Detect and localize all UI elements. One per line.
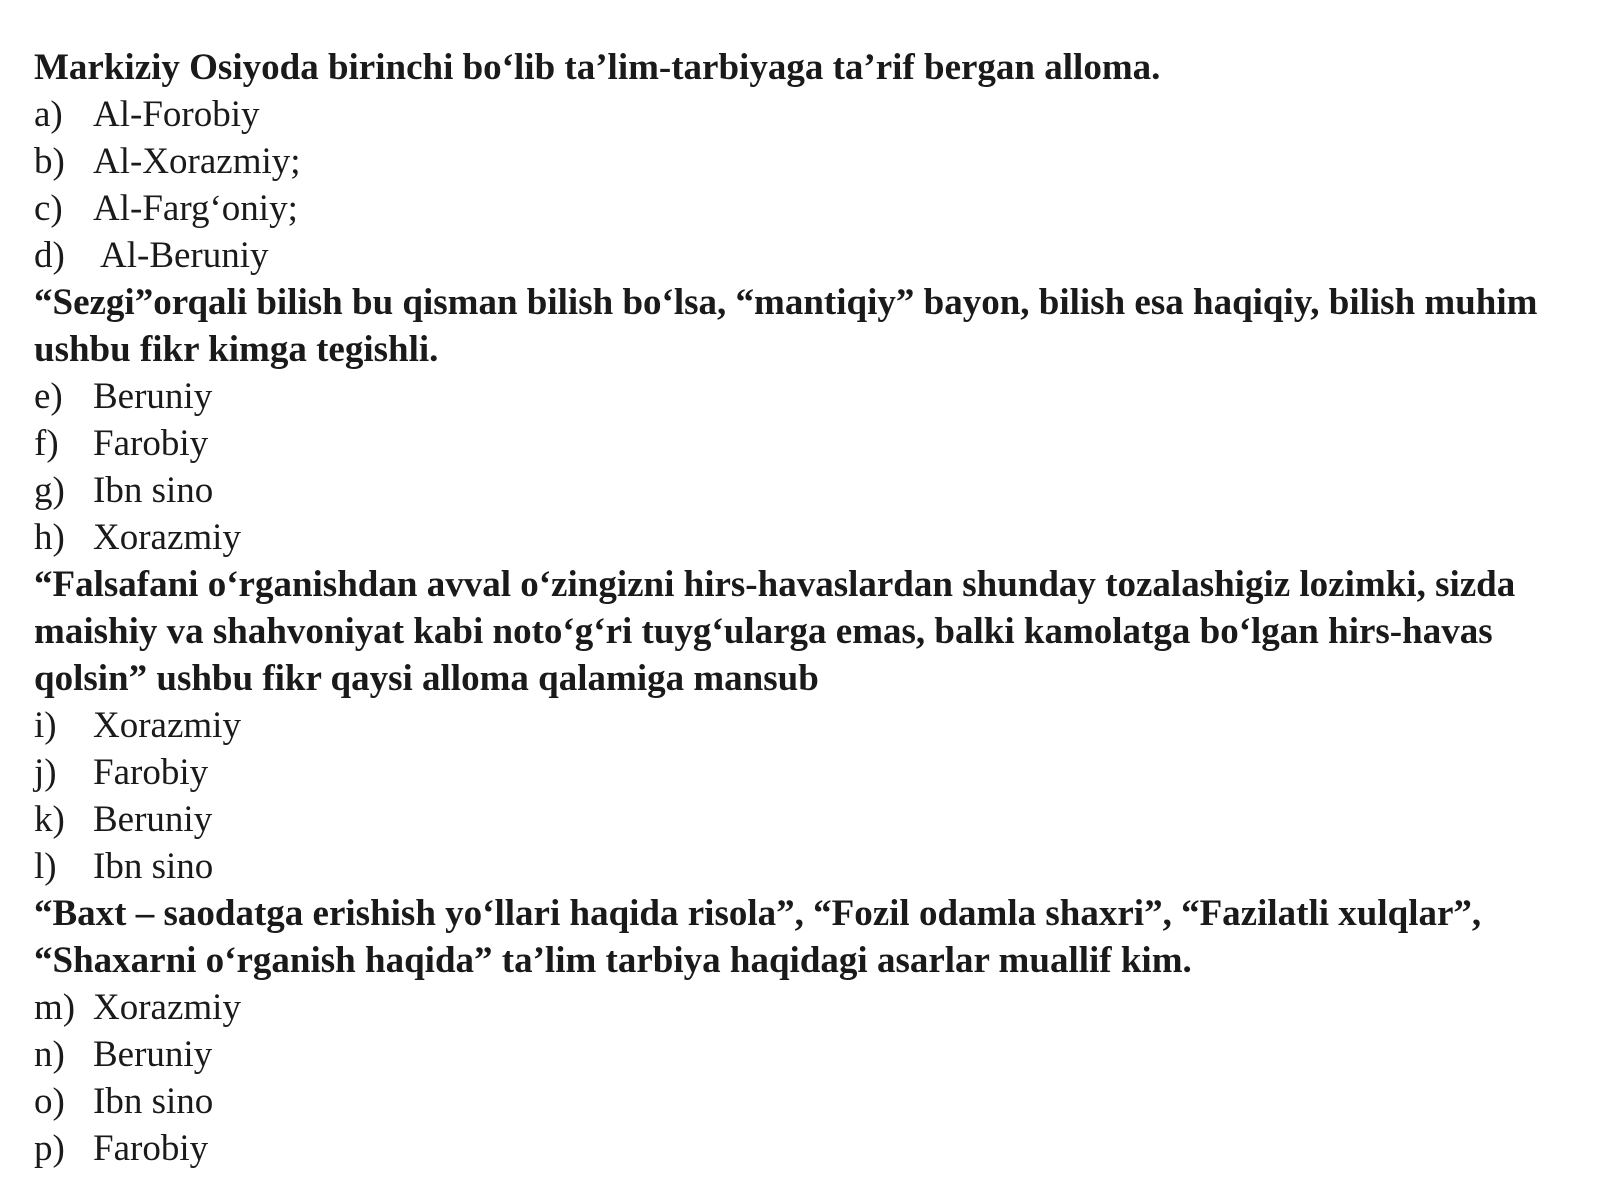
- option-letter: n): [34, 1034, 65, 1075]
- question-block: [34, 279, 1574, 561]
- option-text: Farobiy: [93, 423, 209, 464]
- option-item: [34, 1125, 1574, 1172]
- option-item: [34, 702, 1574, 749]
- option-letter: p): [34, 1128, 65, 1169]
- option-list: [34, 91, 1574, 279]
- option-text: Xorazmiy: [93, 517, 241, 558]
- option-item: [34, 514, 1574, 561]
- option-letter: m): [34, 987, 76, 1028]
- option-letter: a): [34, 94, 63, 135]
- option-item: [34, 984, 1574, 1031]
- option-letter: c): [34, 188, 63, 229]
- option-letter: k): [34, 799, 65, 840]
- option-text: Ibn sino: [93, 846, 214, 887]
- option-list: [34, 702, 1574, 890]
- option-item: [34, 1031, 1574, 1078]
- option-text: Farobiy: [93, 1128, 209, 1169]
- option-letter: h): [34, 517, 65, 558]
- option-letter: b): [34, 141, 65, 182]
- option-item: [34, 138, 1574, 185]
- option-item: [34, 749, 1574, 796]
- option-letter: i): [34, 705, 57, 746]
- option-item: [34, 373, 1574, 420]
- option-letter: d): [34, 235, 65, 276]
- option-letter: e): [34, 376, 63, 417]
- option-text: Beruniy: [93, 1034, 213, 1075]
- option-letter: o): [34, 1081, 65, 1122]
- question-text: “Sezgi”orqali bilish bu qisman bilish bo‘lsa, “mantiqiy” bayon, bilish esa haqiqiy, bilish muhim ushbu fikr kimga tegishli.: [34, 282, 1538, 370]
- option-text: Xorazmiy: [93, 705, 241, 746]
- option-letter: j): [34, 752, 57, 793]
- question-block: [34, 44, 1574, 279]
- question-text: “Falsafani o‘rganishdan avval o‘zingizni hirs-havaslardan shunday tozalashigiz lozimki, sizda maishiy va shahvoniyat kabi noto‘g‘ri tuyg‘ularga emas, balki kamolatga bo‘lgan hirs-havas qolsin” ushbu fikr qaysi alloma qalamiga mansub: [34, 564, 1516, 699]
- option-text: Xorazmiy: [93, 987, 241, 1028]
- option-item: [34, 843, 1574, 890]
- option-text: Ibn sino: [93, 1081, 214, 1122]
- option-text: Al-Farg‘oniy;: [93, 188, 298, 229]
- option-text: Al-Xorazmiy;: [93, 141, 301, 182]
- option-item: [34, 185, 1574, 232]
- option-item: [34, 467, 1574, 514]
- option-letter: l): [34, 846, 57, 887]
- option-item: [34, 91, 1574, 138]
- quiz-document: [34, 44, 1574, 1172]
- option-text: Beruniy: [93, 376, 213, 417]
- question-text: “Baxt – saodatga erishish yo‘llari haqida risola”, “Fozil odamla shaxri”, “Fazilatli xulqlar”, “Shaxarni o‘rganish haqida” ta’lim tarbiya haqidagi asarlar muallif kim.: [34, 893, 1482, 981]
- option-item: [34, 420, 1574, 467]
- option-letter: g): [34, 470, 65, 511]
- option-item: [34, 232, 1574, 279]
- question-text: Markiziy Osiyoda birinchi bo‘lib ta’lim-tarbiyaga ta’rif bergan alloma.: [34, 47, 1161, 88]
- question-block: [34, 561, 1574, 890]
- option-list: [34, 984, 1574, 1172]
- option-text: Al-Beruniy: [100, 235, 269, 276]
- option-text: Al-Forobiy: [93, 94, 260, 135]
- option-letter: f): [34, 423, 59, 464]
- option-list: [34, 373, 1574, 561]
- option-item: [34, 1078, 1574, 1125]
- option-text: Ibn sino: [93, 470, 214, 511]
- option-text: Farobiy: [93, 752, 209, 793]
- option-text: Beruniy: [93, 799, 213, 840]
- question-block: [34, 890, 1574, 1172]
- option-item: [34, 796, 1574, 843]
